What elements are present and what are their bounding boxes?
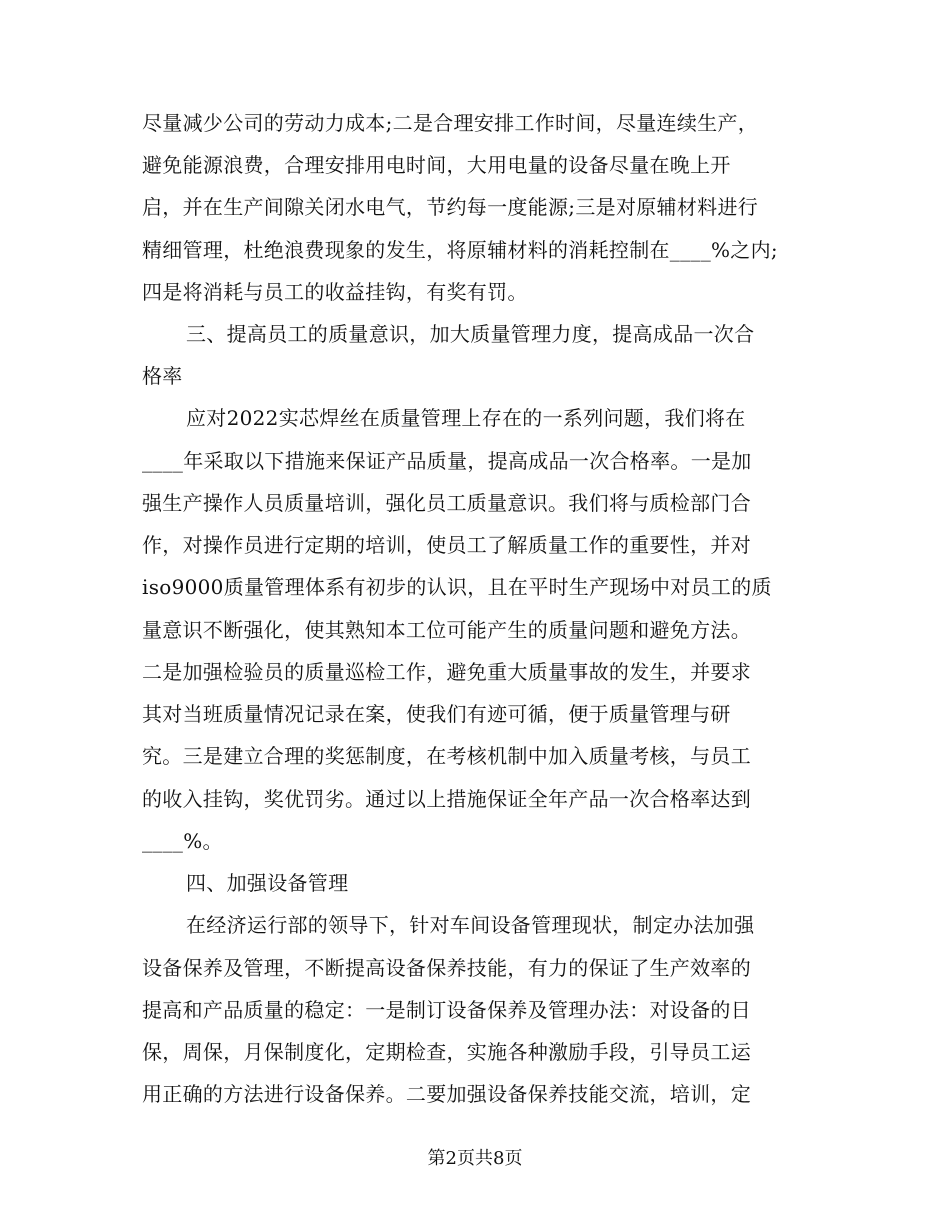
text-line: 尽量减少公司的劳动力成本;二是合理安排工作时间，尽量连续生产， bbox=[142, 111, 759, 135]
text-line: 在经济运行部的领导下，针对车间设备管理现状，制定办法加强 bbox=[186, 913, 755, 937]
text-line: 量意识不断强化，使其熟知本工位可能产生的质量问题和避免方法。 bbox=[142, 618, 751, 642]
text-line: 设备保养及管理，不断提高设备保养技能，有力的保证了生产效率的 bbox=[142, 956, 751, 980]
text-line: 应对2022实芯焊丝在质量管理上存在的一系列问题，我们将在 bbox=[186, 406, 746, 430]
text-line: 究。三是建立合理的奖惩制度，在考核机制中加入质量考核，与员工 bbox=[142, 744, 751, 768]
text-line: ____%。 bbox=[142, 829, 223, 853]
text-line: 其对当班质量情况记录在案，使我们有迹可循，便于质量管理与研 bbox=[142, 702, 731, 726]
text-line: 的收入挂钩，奖优罚劣。通过以上措施保证全年产品一次合格率达到 bbox=[142, 787, 751, 811]
section-heading-3: 三、提高员工的质量意识，加大质量管理力度，提高成品一次合 bbox=[186, 322, 755, 346]
section-heading-4: 四、加强设备管理 bbox=[186, 871, 349, 895]
text-line: 四是将消耗与员工的收益挂钩，有奖有罚。 bbox=[142, 280, 528, 304]
section-heading-3-continued: 格率 bbox=[142, 364, 183, 388]
text-line: 强生产操作人员质量培训，强化员工质量意识。我们将与质检部门合 bbox=[142, 491, 751, 515]
text-line: 精细管理，杜绝浪费现象的发生，将原辅材料的消耗控制在____%之内; bbox=[142, 238, 778, 262]
text-line: 二是加强检验员的质量巡检工作，避免重大质量事故的发生，并要求 bbox=[142, 660, 751, 684]
text-line: 用正确的方法进行设备保养。二要加强设备保养技能交流，培训，定 bbox=[142, 1082, 751, 1106]
text-line: 提高和产品质量的稳定：一是制订设备保养及管理办法：对设备的日 bbox=[142, 998, 751, 1022]
page-number-footer: 第2页共8页 bbox=[427, 1148, 523, 1169]
text-line: iso9000质量管理体系有初步的认识，且在平时生产现场中对员工的质 bbox=[142, 575, 772, 599]
text-line: 启，并在生产间隙关闭水电气，节约每一度能源;三是对原辅材料进行 bbox=[142, 195, 759, 219]
text-line: 保，周保，月保制度化，定期检查，实施各种激励手段，引导员工运 bbox=[142, 1040, 751, 1064]
text-line: 避免能源浪费，合理安排用电时间，大用电量的设备尽量在晚上开 bbox=[142, 153, 731, 177]
text-line: 作，对操作员进行定期的培训，使员工了解质量工作的重要性，并对 bbox=[142, 533, 751, 557]
text-line: ____年采取以下措施来保证产品质量，提高成品一次合格率。一是加 bbox=[142, 449, 752, 473]
